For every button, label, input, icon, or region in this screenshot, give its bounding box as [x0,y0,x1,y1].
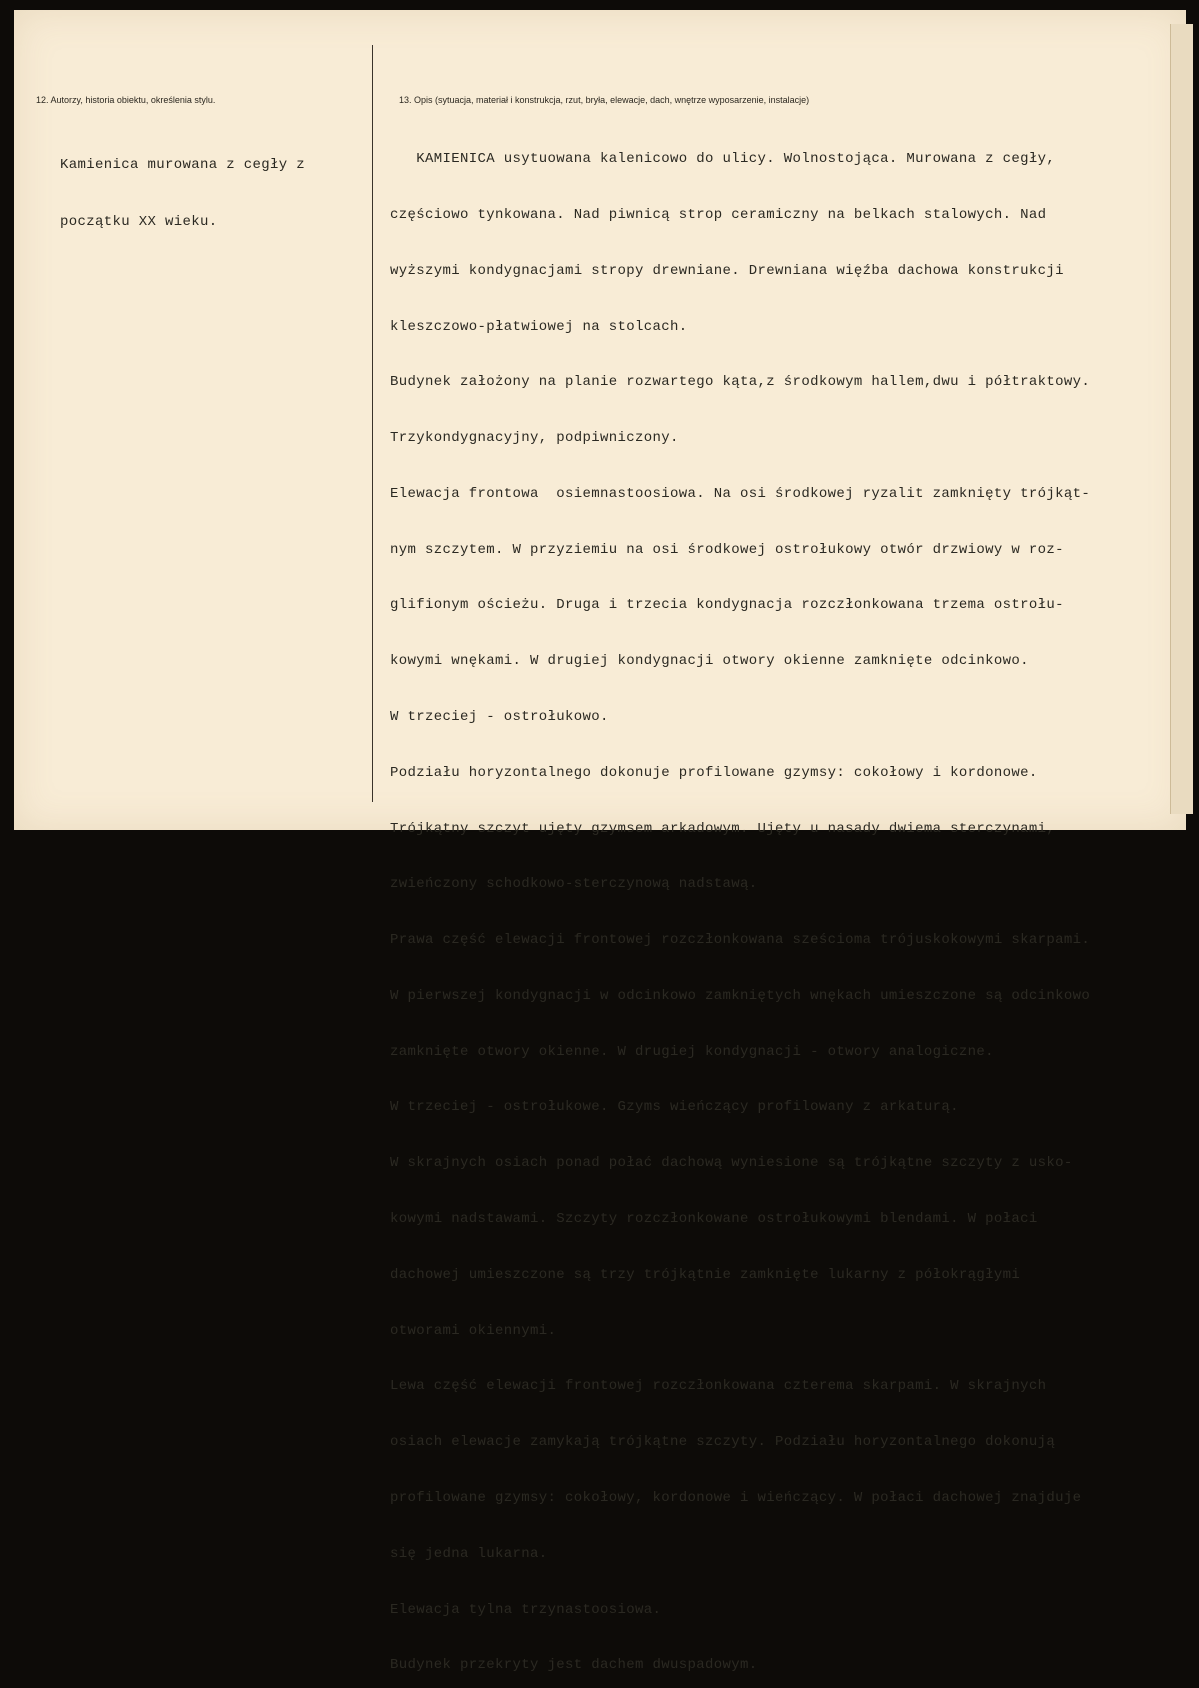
text-line: Budynek założony na planie rozwartego kąta,z środkowym hallem,dwu i półtraktowy. [390,374,1091,391]
description-text [390,113,1090,1688]
text-line: dachowej umieszczone są trzy trójkątnie zamknięte lukarny z półokrągłymi [390,1266,1021,1283]
text-line: się jedna lukarna. [390,1545,548,1562]
text-line: W trzeciej - ostrołukowe. Gzyms wieńczący profilowany z arkaturą. [390,1099,959,1116]
text-line: Elewacja frontowa osiemnastoosiowa. Na osi środkowej ryzalit zamknięty trójkąt- [390,485,1091,502]
text-line: nym szczytem. W przyziemiu na osi środkowej ostrołukowy otwór drzwiowy w roz- [390,541,1064,558]
text-line: KAMIENICA usytuowana kalenicowo do ulicy. Wolnostojąca. Murowana z cegły, [390,151,1056,168]
authors-history-text [60,118,305,251]
text-line: Trójkątny szczyt ujęty gzymsem arkadowym. Ujęty u nasady dwiema sterczynami, [390,820,1056,837]
section-12-label: 12. Autorzy, historia obiektu, określenia stylu. [36,95,216,105]
text-line: glifionym ościeżu. Druga i trzecia kondygnacja rozczłonkowana trzema ostrołu- [390,597,1064,614]
text-line: Budynek przekryty jest dachem dwuspadowym. [390,1657,758,1674]
text-line: wyższymi kondygnacjami stropy drewniane. Drewniana więźba dachowa konstrukcji [390,262,1064,279]
text-line: osiach elewacje zamykają trójkątne szczyty. Podziału horyzontalnego dokonują [390,1434,1056,1451]
column-divider [372,45,373,802]
sheet-edge [1170,24,1193,814]
text-line: Lewa część elewacji frontowej rozczłonkowana czterema skarpami. W skrajnych [390,1378,1047,1395]
text-line: Kamienica murowana z cegły z [60,157,306,173]
text-line: częściowo tynkowana. Nad piwnicą strop ceramiczny na belkach stalowych. Nad [390,206,1047,223]
text-line: otworami okiennymi. [390,1322,557,1339]
text-line: Podziału horyzontalnego dokonuje profilowane gzymsy: cokołowy i kordonowe. [390,764,1038,781]
text-line: kowymi wnękami. W drugiej kondygnacji otwory okienne zamknięte odcinkowo. [390,653,1029,670]
text-line: zamknięte otwory okienne. W drugiej kondygnacji - otwory analogiczne. [390,1043,994,1060]
text-line: Elewacja tylna trzynastoosiowa. [390,1601,662,1618]
section-13-label: 13. Opis (sytuacja, materiał i konstrukcja, rzut, bryła, elewacje, dach, wnętrze wyposarzenie, instalacje) [399,95,810,105]
text-line: kowymi nadstawami. Szczyty rozczłonkowane ostrołukowymi blendami. W połaci [390,1211,1038,1228]
text-line: W trzeciej - ostrołukowo. [390,709,609,725]
text-line: W pierwszej kondygnacji w odcinkowo zamkniętych wnękach umieszczone są odcinkowo [390,987,1091,1004]
text-line: W skrajnych osiach ponad połać dachową wyniesione są trójkątne szczyty z usko- [390,1155,1073,1172]
text-line: profilowane gzymsy: cokołowy, kordonowe i wieńczący. W połaci dachowej znajduje [390,1489,1082,1506]
text-line: Prawa część elewacji frontowej rozczłonkowana sześcioma trójuskokowymi skarpami. [390,932,1091,949]
text-line: początku XX wieku. [60,214,218,230]
text-line: Trzykondygnacyjny, podpiwniczony. [390,430,679,447]
text-line: zwieńczony schodkowo-sterczynową nadstawą. [390,876,758,893]
text-line: kleszczowo-płatwiowej na stolcach. [390,318,688,335]
